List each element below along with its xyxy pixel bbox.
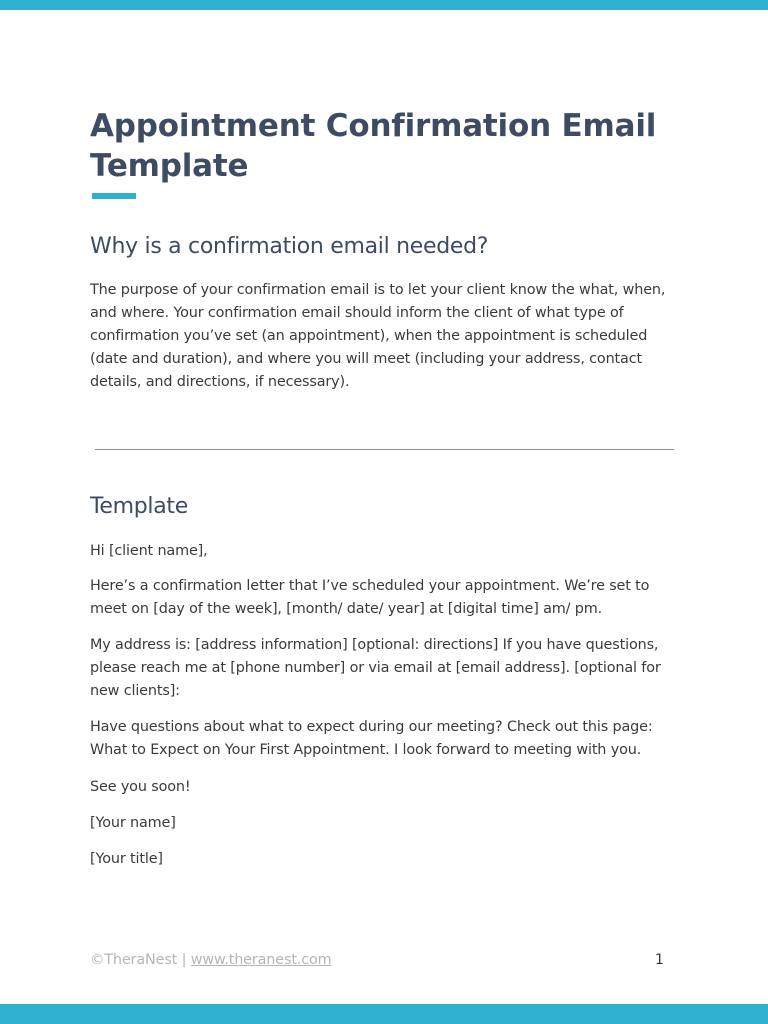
template-questions-paragraph: Have questions about what to expect during our meeting? Check out this page: What to Expect on Your First Appointment. I look forward to meeting with you. [90,719,653,758]
template-greeting: Hi [client name], [90,543,208,559]
template-confirmation-paragraph: Here’s a confirmation letter that I’ve scheduled your appointment. We’re set to meet on [day of the week], [month/ date/ year] at [digital time] am/ pm. [90,578,650,617]
template-your-title: [Your title] [90,851,163,867]
page-number: 1 [654,952,664,968]
footer-separator: | [181,952,187,968]
page-title: Appointment Confirmation Email Template [90,108,657,184]
bottom-accent-bar [0,1004,768,1024]
template-closing: See you soon! [90,779,191,795]
footer-copyright: ©TheraNest [90,952,178,968]
why-section-body: The purpose of your confirmation email is to let your client know the what, when, and where. Your confirmation email should inform the client of what type of confirmation you’ve set (an appointment), when the appointment is scheduled (date and duration), and where you will meet (including your address, contact details, and directions, if necessary). [90,282,666,390]
template-your-name: [Your name] [90,815,176,831]
why-section-heading: Why is a confirmation email needed? [90,234,489,259]
footer-website-link[interactable]: www.theranest.com [190,952,332,968]
template-address-paragraph: My address is: [address information] [optional: directions] If you have questions, please reach me at [phone number] or via email at [email address]. [optional for new clients]: [90,637,661,699]
title-underline-accent [92,193,136,199]
template-section-heading: Template [90,494,188,519]
section-divider [95,449,674,450]
top-accent-bar [0,0,768,10]
footer [90,949,332,971]
